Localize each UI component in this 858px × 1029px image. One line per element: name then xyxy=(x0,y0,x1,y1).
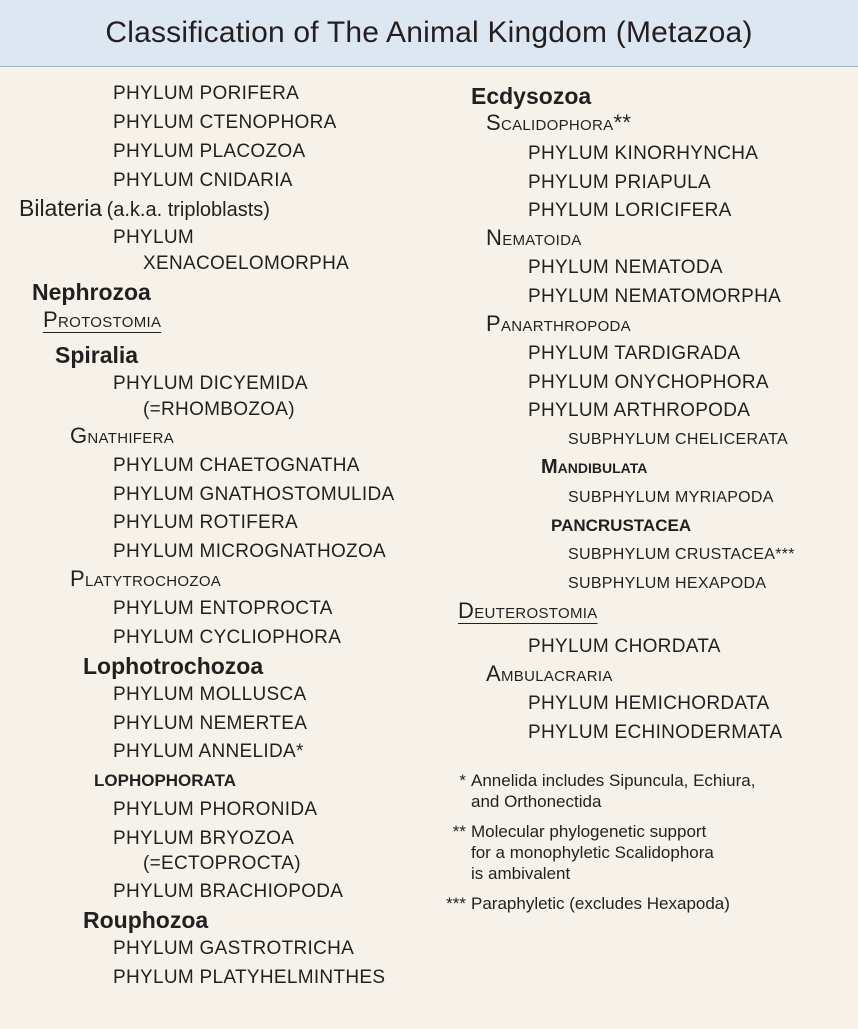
phylum-arthropoda: PHYLUM ARTHROPODA xyxy=(528,400,751,421)
phylum-nemertea: PHYLUM NEMERTEA xyxy=(113,713,308,734)
footnote-line: and Orthonectida xyxy=(471,792,602,811)
phylum-bryozoa-line2: (=ECTOPROCTA) xyxy=(143,853,301,874)
footnote-line: Annelida includes Sipuncula, Echiura, xyxy=(471,771,756,790)
phylum-chordata: PHYLUM CHORDATA xyxy=(528,636,721,657)
clade-bilateria: Bilateria (a.k.a. triploblasts) xyxy=(19,195,270,221)
phylum-xenacoelomorpha-line2: XENACOELOMORPHA xyxy=(143,253,350,274)
phylum-nematomorpha: PHYLUM NEMATOMORPHA xyxy=(528,286,782,307)
phylum-micrognathozoa: PHYLUM MICROGNATHOZOA xyxy=(113,541,387,562)
subphylum-chelicerata: SUBPHYLUM CHELICERATA xyxy=(568,431,788,448)
phylum-bryozoa-line1: PHYLUM BRYOZOA xyxy=(113,828,295,849)
phylum-xenacoelomorpha-line1: PHYLUM xyxy=(113,227,194,248)
footnote-mark: * xyxy=(459,771,466,790)
clade-nephrozoa: Nephrozoa xyxy=(32,279,151,305)
phylum-gastrotricha: PHYLUM GASTROTRICHA xyxy=(113,938,355,959)
phylum-cnidaria: PHYLUM CNIDARIA xyxy=(113,170,293,191)
phylum-cycliophora: PHYLUM CYCLIOPHORA xyxy=(113,627,342,648)
phylum-echinodermata: PHYLUM ECHINODERMATA xyxy=(528,722,783,743)
clade-rouphozoa: Rouphozoa xyxy=(83,907,209,933)
phylum-mollusca: PHYLUM MOLLUSCA xyxy=(113,684,307,705)
footnote-line: Molecular phylogenetic support xyxy=(471,822,707,841)
phylum-dicyemida-line2: (=RHOMBOZOA) xyxy=(143,399,295,420)
subphylum-myriapoda: SUBPHYLUM MYRIAPODA xyxy=(568,489,774,506)
phylum-gnathostomulida: PHYLUM GNATHOSTOMULIDA xyxy=(113,484,395,505)
phylum-ctenophora: PHYLUM CTENOPHORA xyxy=(113,112,337,133)
clade-deuterostomia: Deuterostomia xyxy=(458,598,598,623)
phylum-dicyemida-line1: PHYLUM DICYEMIDA xyxy=(113,373,308,394)
footnote-line: for a monophyletic Scalidophora xyxy=(471,843,714,862)
footnote-line: is ambivalent xyxy=(471,864,571,883)
clade-lophotrochozoa: Lophotrochozoa xyxy=(83,653,264,679)
clade-mandibulata: Mandibulata xyxy=(541,456,648,478)
phylum-phoronida: PHYLUM PHORONIDA xyxy=(113,799,318,820)
phylum-kinorhyncha: PHYLUM KINORHYNCHA xyxy=(528,143,759,164)
phylum-platyhelminthes: PHYLUM PLATYHELMINTHES xyxy=(113,967,386,988)
phylum-annelida: PHYLUM ANNELIDA* xyxy=(113,741,304,762)
phylum-porifera: PHYLUM PORIFERA xyxy=(113,83,300,104)
clade-scalidophora: Scalidophora** xyxy=(486,110,632,135)
phylum-placozoa: PHYLUM PLACOZOA xyxy=(113,141,306,162)
subphylum-hexapoda: SUBPHYLUM HEXAPODA xyxy=(568,575,767,592)
phylum-onychophora: PHYLUM ONYCHOPHORA xyxy=(528,372,769,393)
phylum-nematoda: PHYLUM NEMATODA xyxy=(528,257,723,278)
clade-lophophorata: LOPHOPHORATA xyxy=(94,771,236,790)
clade-pancrustacea: PANCRUSTACEA xyxy=(551,516,692,535)
phylum-tardigrada: PHYLUM TARDIGRADA xyxy=(528,343,741,364)
footnote-mark: ** xyxy=(452,822,466,841)
clade-nematoida: Nematoida xyxy=(486,225,582,250)
phylum-chaetognatha: PHYLUM CHAETOGNATHA xyxy=(113,455,360,476)
clade-spiralia: Spiralia xyxy=(55,342,139,368)
phylum-entoprocta: PHYLUM ENTOPROCTA xyxy=(113,598,333,619)
footnote-mark: *** xyxy=(446,894,466,913)
clade-ecdysozoa: Ecdysozoa xyxy=(471,83,592,109)
clade-panarthropoda: Panarthropoda xyxy=(486,311,631,336)
phylum-hemichordata: PHYLUM HEMICHORDATA xyxy=(528,693,770,714)
phylum-priapula: PHYLUM PRIAPULA xyxy=(528,172,711,193)
phylum-loricifera: PHYLUM LORICIFERA xyxy=(528,200,732,221)
footnote-line: Paraphyletic (excludes Hexapoda) xyxy=(471,894,730,913)
page-title: Classification of The Animal Kingdom (Metazoa) xyxy=(105,16,753,49)
phylum-rotifera: PHYLUM ROTIFERA xyxy=(113,512,299,533)
clade-ambulacraria: Ambulacraria xyxy=(486,661,613,686)
subphylum-crustacea: SUBPHYLUM CRUSTACEA*** xyxy=(568,546,795,563)
clade-platytrochozoa: Platytrochozoa xyxy=(70,566,222,591)
phylum-brachiopoda: PHYLUM BRACHIOPODA xyxy=(113,881,344,902)
clade-protostomia: Protostomia xyxy=(43,307,162,332)
clade-gnathifera: Gnathifera xyxy=(70,423,175,448)
